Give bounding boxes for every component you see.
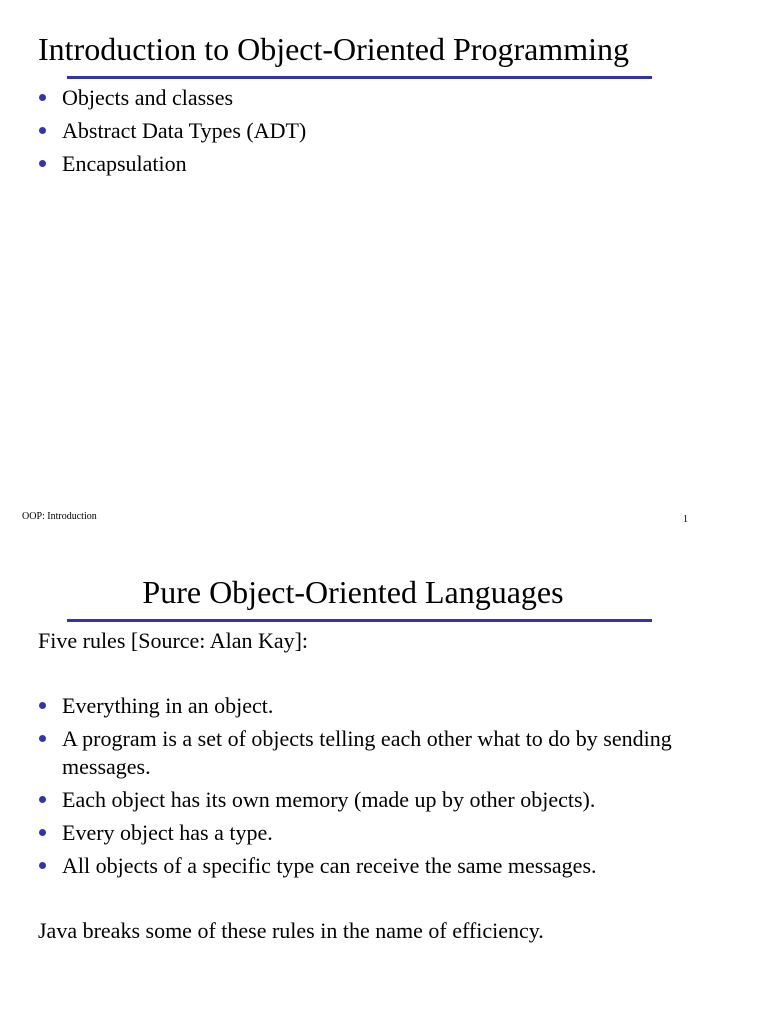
- slide-title: Introduction to Object-Oriented Programming: [38, 31, 629, 67]
- bullet-dot-icon: [39, 160, 46, 167]
- slide-footer: OOP: Introduction: [22, 511, 97, 522]
- slide-2: [0, 540, 768, 1024]
- bullet-item: [38, 84, 702, 112]
- bullet-text: Encapsulation: [62, 151, 187, 176]
- bullet-item: [38, 786, 702, 814]
- bullet-list: [38, 84, 702, 183]
- page-number: 1: [683, 514, 688, 525]
- bullet-dot-icon: [39, 796, 46, 803]
- bullet-item: [38, 692, 702, 720]
- bullet-item: [38, 725, 702, 781]
- bullet-text: Each object has its own memory (made up by other objects).: [62, 787, 596, 812]
- bullet-text: Every object has a type.: [62, 820, 273, 845]
- bullet-item: [38, 117, 702, 145]
- slide-title: Pure Object-Oriented Languages: [142, 574, 564, 610]
- bullet-dot-icon: [39, 862, 46, 869]
- bullet-item: [38, 150, 702, 178]
- bullet-text: A program is a set of objects telling each other what to do by sending messages.: [62, 726, 672, 779]
- closing-text: Java breaks some of these rules in the name of efficiency.: [38, 918, 544, 943]
- intro-text: Five rules [Source: Alan Kay]:: [38, 628, 309, 653]
- bullet-text: Everything in an object.: [62, 693, 274, 718]
- title-underline: [67, 76, 652, 79]
- bullet-item: [38, 819, 702, 847]
- bullet-dot-icon: [39, 829, 46, 836]
- bullet-text: All objects of a specific type can receive the same messages.: [62, 853, 597, 878]
- bullet-dot-icon: [39, 702, 46, 709]
- bullet-dot-icon: [39, 127, 46, 134]
- bullet-text: Abstract Data Types (ADT): [62, 118, 307, 143]
- bullet-item: [38, 852, 702, 880]
- bullet-dot-icon: [39, 94, 46, 101]
- bullet-list: [38, 692, 702, 885]
- title-underline: [67, 619, 652, 622]
- bullet-dot-icon: [39, 735, 46, 742]
- bullet-text: Objects and classes: [62, 85, 234, 110]
